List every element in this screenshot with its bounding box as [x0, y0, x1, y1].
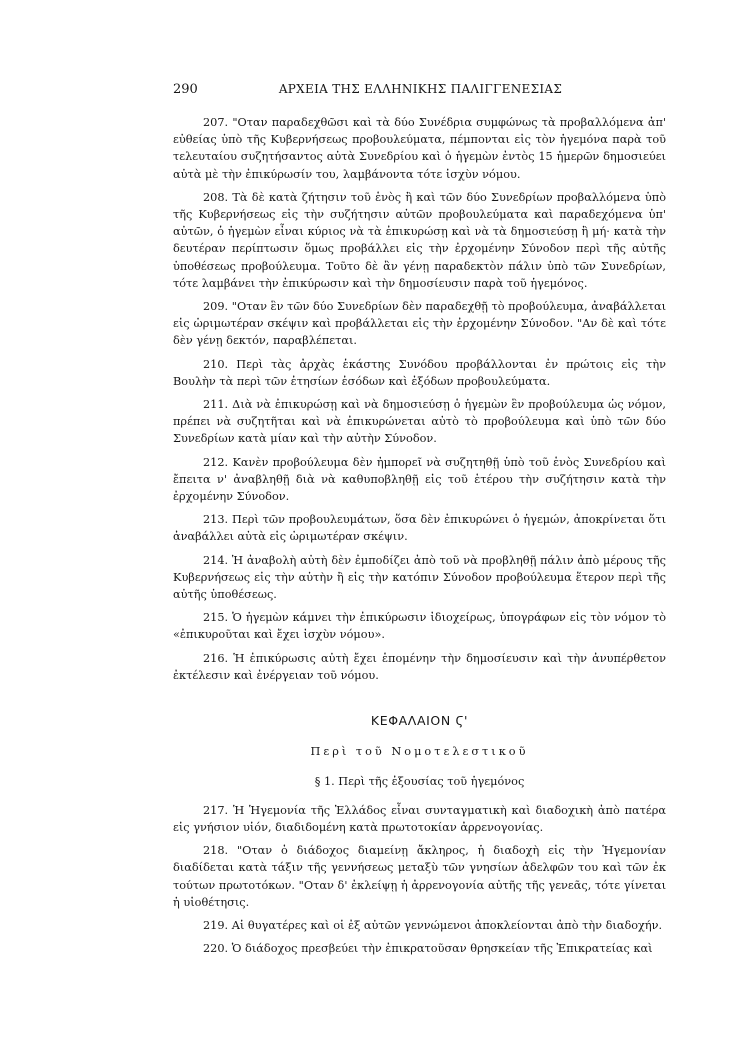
article-220: 220. Ὁ διάδοχος πρεσβεύει τὴν ἐπικρατοῦσαν θρησκείαν τῆς Ἐπικρατείας καὶ: [203, 942, 653, 956]
article-218: 218. "Οταν ὁ διάδοχος διαμείνῃ ἄκληρος, ἡ διαδοχὴ εἰς τὴν Ἡγεμονίαν διαδίδεται κατὰ τάξιν τῆς γεννήσεως μεταξὺ τῶν γνησίων ἀδελφῶν του καὶ τῶν ἐκ τούτων πρωτοτόκων. "Οταν δ' ἐκλείψῃ ἡ ἀρρενογονία αὐτῆς τῆς γενεᾶς, τότε γίνεται ἡ υἱοθέτησις.: [173, 844, 666, 909]
article-216: 216. Ἡ ἐπικύρωσις αὐτὴ ἔχει ἑπομένην τὴν δημοσίευσιν καὶ τὴν ἀνυπέρθετον ἐκτέλεσιν καὶ ἐνέργειαν τοῦ νόμου.: [173, 651, 666, 682]
page-header: [173, 82, 668, 102]
chapter-heading: ΚΕΦΑΛΑΙΟΝ Ϛ': [370, 713, 469, 729]
article-215: 215. Ὁ ἡγεμὼν κάμνει τὴν ἐπικύρωσιν ἰδιοχείρως, ὑπογράφων εἰς τὸν νόμον τὸ «ἐπικυροῦται καὶ ἔχει ἰσχὺν νόμου».: [173, 611, 666, 642]
document-body: [173, 114, 666, 963]
article-213: 213. Περὶ τῶν προβουλευμάτων, ὅσα δὲν ἐπικυρώνει ὁ ἡγεμών, ἀποκρίνεται ὅτι ἀναβάλλει αὐτὰ εἰς ὡριμωτέραν σκέψιν.: [173, 513, 666, 544]
running-title: ΑΡΧΕΙΑ ΤΗΣ ΕΛΛΗΝΙΚΗΣ ΠΑΛΙΓΓΕΝΕΣΙΑΣ: [278, 82, 563, 96]
article-208: 208. Τὰ δὲ κατὰ ζήτησιν τοῦ ἑνὸς ἢ καὶ τῶν δύο Συνεδρίων προβαλλόμενα ὑπὸ τῆς Κυβερνήσεως εἰς τὴν συζήτησιν αὐτῶν προβουλεύματα καὶ παραδεχόμενα ὑπ' αὐτῶν, ὁ ἡγεμὼν εἶναι κύριος νὰ τὰ ἐπικυρώσῃ καὶ νὰ τὰ δημοσιεύσῃ ἢ μή· κατὰ τὴν δευτέραν περίπτωσιν ὅμως προβάλλει εἰς τὴν ἐρχομένην Σύνοδον περὶ τῆς αὐτῆς ὑποθέσεως προβούλευμα. Τοῦτο δὲ ἂν γένῃ παραδεκτὸν πάλιν ὑπὸ τῶν Συνεδρίων, τότε λαμβάνει τὴν ἐπικύρωσιν καὶ τὴν δημοσίευσιν παρὰ τοῦ ἡγεμόνος.: [173, 190, 666, 290]
article-212: 212. Κανὲν προβούλευμα δὲν ἠμπορεῖ νὰ συζητηθῇ ὑπὸ τοῦ ἑνὸς Συνεδρίου καὶ ἔπειτα ν' ἀναβληθῇ διὰ νὰ καθυποβληθῇ εἰς τοῦ ἑτέρου τὴν συζήτησιν κατὰ τὴν ἐρχομένην Σύνοδον.: [173, 455, 666, 504]
article-207: 207. "Οταν παραδεχθῶσι καὶ τὰ δύο Συνέδρια συμφώνως τὰ προβαλλόμενα ἀπ' εὐθείας ὑπὸ τῆς Κυβερνήσεως προβουλεύματα, πέμπονται εἰς τὸν ἡγεμόνα παρὰ τοῦ τελευταίου συζητήσαντος αὐτὰ Συνεδρίου καὶ ὁ ἡγεμὼν ἐντὸς 15 ἡμερῶν δημοσιεύει αὐτὰ μὲ τὴν ἐπικύρωσίν του, λαμβάνοντα τότε ἰσχὺν νόμου.: [173, 116, 666, 181]
chapter-subtitle: Περὶ τοῦ Νομοτελεστικοῦ: [310, 745, 529, 759]
article-217: 217. Ἡ Ἡγεμονία τῆς Ἑλλάδος εἶναι συνταγματικὴ καὶ διαδοχικὴ ἀπὸ πατέρα εἰς γνήσιον υἱόν, διαδιδομένη κατὰ πρωτοτοκίαν ἀρρενογονίας.: [173, 803, 666, 834]
article-211: 211. Διὰ νὰ ἐπικυρώσῃ καὶ νὰ δημοσιεύσῃ ὁ ἡγεμὼν ἓν προβούλευμα ὡς νόμον, πρέπει νὰ συζητῆται καὶ νὰ ἐπικυρώνεται αὐτὸ τὸ προβούλευμα καὶ ὑπὸ τῶν δύο Συνεδρίων κατὰ μίαν καὶ τὴν αὐτὴν Σύνοδον.: [173, 398, 666, 446]
article-210: 210. Περὶ τὰς ἀρχὰς ἑκάστης Συνόδου προβάλλονται ἐν πρώτοις εἰς τὴν Βουλὴν τὰ περὶ τῶν ἐτησίων ἐσόδων καὶ ἐξόδων προβουλεύματα.: [173, 357, 666, 388]
section-heading: § 1. Περὶ τῆς ἐξουσίας τοῦ ἡγεμόνος: [314, 774, 525, 788]
article-214: 214. Ἡ ἀναβολὴ αὐτὴ δὲν ἐμποδίζει ἀπὸ τοῦ νὰ προβληθῇ πάλιν ἀπὸ μέρους τῆς Κυβερνήσεως εἰς τὴν αὐτὴν ἢ εἰς τὴν κατόπιν Σύνοδον προβούλευμα ἕτερον περὶ τῆς αὐτῆς ὑποθέσεως.: [173, 553, 666, 602]
page-number: 290: [173, 82, 198, 97]
article-219: 219. Αἱ θυγατέρες καὶ οἱ ἐξ αὐτῶν γεννώμενοι ἀποκλείονται ἀπὸ τὴν διαδοχήν.: [203, 918, 663, 932]
article-209: 209. "Οταν ἓν τῶν δύο Συνεδρίων δὲν παραδεχθῇ τὸ προβούλευμα, ἀναβάλλεται εἰς ὡριμωτέραν σκέψιν καὶ προβάλλεται εἰς τὴν ἐρχομένην Σύνοδον. "Αν δὲ καὶ τότε δὲν γένῃ δεκτόν, παραβλέπεται.: [173, 300, 666, 348]
